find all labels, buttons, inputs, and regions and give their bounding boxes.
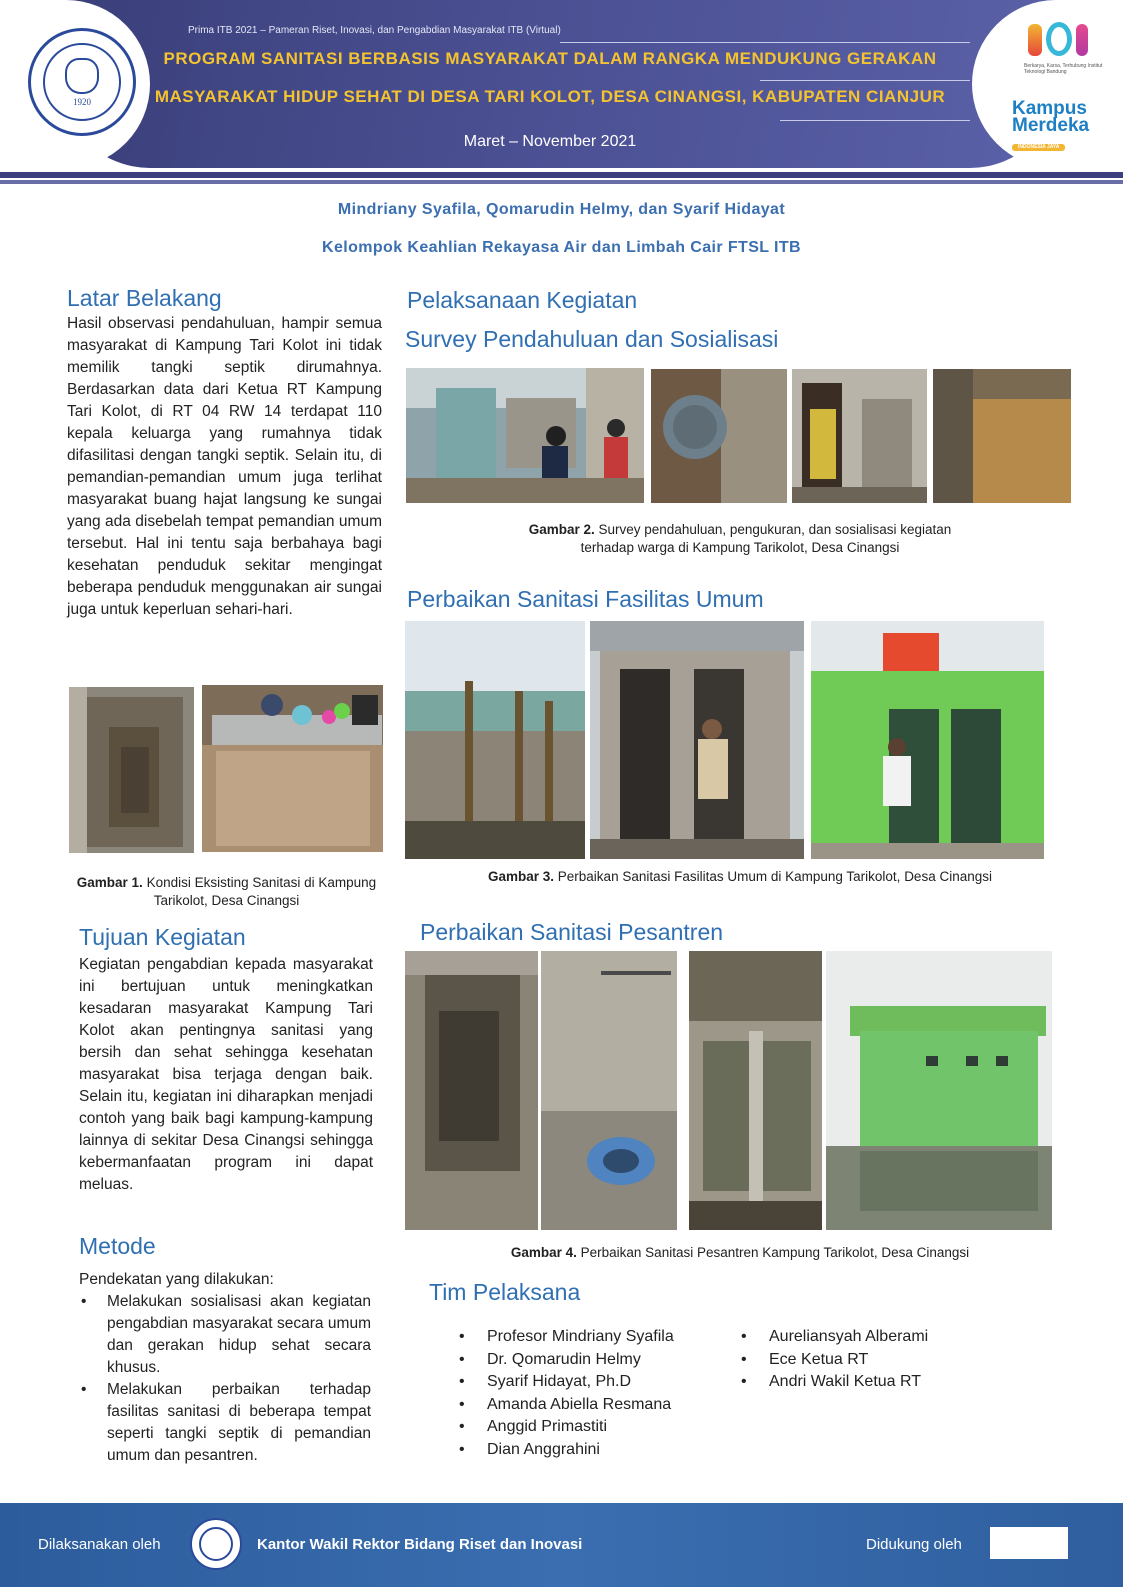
header-pretitle: Prima ITB 2021 – Pameran Riset, Inovasi, dan Pengabdian Masyarakat ITB (Virtual) bbox=[188, 25, 561, 36]
metode-list bbox=[79, 1291, 371, 1467]
heading-pelaksanaan: Pelaksanaan Kegiatan bbox=[407, 287, 638, 313]
fig1-label: Gambar 1. bbox=[76, 875, 143, 890]
photo-septic-chambers bbox=[689, 951, 822, 1230]
sponsor-logo bbox=[990, 1527, 1068, 1559]
team-member: • Profesor Mindriany Syafila bbox=[459, 1326, 729, 1349]
photo-pit-concrete bbox=[405, 951, 538, 1230]
fig3-caption-text: Perbaikan Sanitasi Fasilitas Umum di Kampung Tarikolot, Desa Cinangsi bbox=[554, 869, 992, 884]
footer-itb-seal bbox=[190, 1518, 242, 1570]
photo-toilet-building bbox=[590, 621, 804, 859]
fig3-caption bbox=[420, 868, 1060, 886]
footer-left-label: Dilaksanakan oleh bbox=[38, 1536, 161, 1553]
team-list-col1 bbox=[459, 1326, 729, 1461]
poster-title-line2: MASYARAKAT HIDUP SEHAT DI DESA TARI KOLOT, DESA CINANGSI, KABUPATEN CIANJUR bbox=[154, 87, 946, 106]
photo-pesantren-toilet bbox=[826, 951, 1052, 1230]
itb-101-logo bbox=[1028, 18, 1098, 62]
team-member: • Dr. Qomarudin Helmy bbox=[459, 1349, 729, 1372]
photo-squat-toilet bbox=[541, 951, 677, 1230]
heading-tim: Tim Pelaksana bbox=[429, 1279, 581, 1305]
team-member: • Aureliansyah Alberami bbox=[741, 1326, 1001, 1349]
itb-seal-logo bbox=[28, 28, 136, 136]
kampus-line1: Kampus bbox=[1012, 98, 1087, 119]
fig2-caption-line2: terhadap warga di Kampung Tarikolot, Desa Cinangsi bbox=[580, 540, 900, 555]
team-member: • Dian Anggrahini bbox=[459, 1439, 729, 1462]
photo-river-water bbox=[933, 369, 1071, 503]
photo-septic-pit bbox=[69, 687, 194, 853]
latar-belakang-text: Hasil observasi pendahuluan, hampir semua masyarakat di Kampung Tari Kolot ini tidak memilik tangki septik dirumahnya. Berdasarkan data dari Ketua RT Kampung Tari Kolot, di RT 04 RW 14 terdapat 110 kepala keluarga yang rumahnya tidak difasilitasi dengan tangki septik. Selain itu, di pemandian-pemandian umum juga terlihat masyarakat buang hajat langsung ke sungai yang ada disebelah tempat pemandian umum tersebut. Hal ini tentu saja berbahaya bagi kesehatan penduduk sekitar mengingat beberapa penduduk menggunakan air sungai juga untuk keperluan sehari-hari. bbox=[67, 315, 382, 618]
photo-water-tank bbox=[202, 685, 383, 852]
fig2-caption-line1: Survey pendahuluan, pengukuran, dan sosialisasi kegiatan bbox=[594, 522, 952, 537]
author-group: Kelompok Keahlian Rekayasa Air dan Limbah Cair FTSL ITB bbox=[321, 239, 801, 256]
photo-survey-residents bbox=[406, 368, 644, 503]
heading-pesantren: Perbaikan Sanitasi Pesantren bbox=[420, 919, 724, 945]
header-divider bbox=[560, 42, 970, 43]
metode-intro: Pendekatan yang dilakukan: bbox=[79, 1271, 274, 1288]
team-member: • Ece Ketua RT bbox=[741, 1349, 1001, 1372]
kampus-tag: INDONESIA JAYA bbox=[1012, 144, 1065, 151]
photo-construction-frame bbox=[405, 621, 585, 859]
fig4-label: Gambar 4. bbox=[510, 1245, 577, 1260]
fig4-caption-text: Perbaikan Sanitasi Pesantren Kampung Tarikolot, Desa Cinangsi bbox=[576, 1245, 970, 1260]
tujuan-text: Kegiatan pengabdian kepada masyarakat ini bertujuan untuk meningkatkan kesadaran masyarakat Kampung Tari Kolot akan pentingnya sanitasi yang bersih dan sehat sehingga kesehatan masyarakat bisa terjaga dengan baik. Selain itu, kegiatan ini diharapkan menjadi contoh yang baik bagi kampung-kampung lainnya di sekitar Desa Cinangsi sehingga kebermanfaatan program ini dapat meluas. bbox=[79, 956, 373, 1193]
footer-right-label: Didukung oleh bbox=[866, 1536, 962, 1553]
logo-101-caption: Berkarya, Karsa, Terhubung Institut Teknologi Bandung bbox=[1024, 63, 1103, 75]
team-member: • Andri Wakil Ketua RT bbox=[741, 1371, 1001, 1394]
seal-year: 1920 bbox=[73, 96, 91, 107]
header-divider bbox=[780, 120, 970, 121]
heading-survey: Survey Pendahuluan dan Sosialisasi bbox=[405, 326, 779, 352]
header-divider bbox=[760, 80, 970, 81]
kampus-merdeka-logo bbox=[1012, 100, 1112, 151]
ganesha-icon bbox=[65, 58, 99, 94]
header-stripe bbox=[0, 180, 1123, 184]
heading-metode: Metode bbox=[79, 1233, 156, 1259]
fig1-caption bbox=[69, 874, 384, 910]
heading-fasilitas-umum: Perbaikan Sanitasi Fasilitas Umum bbox=[407, 586, 764, 612]
photo-septic-lid bbox=[651, 369, 787, 503]
fig1-caption-text: Kondisi Eksisting Sanitasi di Kampung Tarikolot, Desa Cinangsi bbox=[142, 875, 377, 908]
list-item: • Melakukan perbaikan terhadap fasilitas sanitasi di beberapa tempat seperti tangki septik di pemandian umum dan pesantren. bbox=[79, 1379, 371, 1467]
team-list-col2 bbox=[741, 1326, 1001, 1394]
heading-tujuan: Tujuan Kegiatan bbox=[79, 924, 246, 950]
photo-green-toilet bbox=[811, 621, 1044, 859]
poster-title-line1: PROGRAM SANITASI BERBASIS MASYARAKAT DALAM RANGKA MENDUKUNG GERAKAN bbox=[163, 49, 937, 68]
team-member: • Anggid Primastiti bbox=[459, 1416, 729, 1439]
footer-office: Kantor Wakil Rektor Bidang Riset dan Inovasi bbox=[257, 1536, 583, 1553]
program-date: Maret – November 2021 bbox=[463, 133, 637, 150]
fig4-caption bbox=[420, 1244, 1060, 1262]
team-member: • Syarif Hidayat, Ph.D bbox=[459, 1371, 729, 1394]
team-member: • Amanda Abiella Resmana bbox=[459, 1394, 729, 1417]
list-item: • Melakukan sosialisasi akan kegiatan pengabdian masyarakat secara umum dan gerakan hidup sehat secara khusus. bbox=[79, 1291, 371, 1379]
photo-bathroom-door bbox=[792, 369, 927, 503]
poster-header bbox=[0, 0, 1123, 168]
fig3-label: Gambar 3. bbox=[488, 869, 555, 884]
kampus-line2: Merdeka bbox=[1012, 115, 1090, 136]
fig2-caption bbox=[420, 521, 1060, 557]
fig2-label: Gambar 2. bbox=[528, 522, 595, 537]
heading-latar-belakang: Latar Belakang bbox=[67, 285, 222, 311]
author-names: Mindriany Syafila, Qomarudin Helmy, dan Syarif Hidayat bbox=[337, 201, 786, 218]
header-stripe bbox=[0, 172, 1123, 178]
